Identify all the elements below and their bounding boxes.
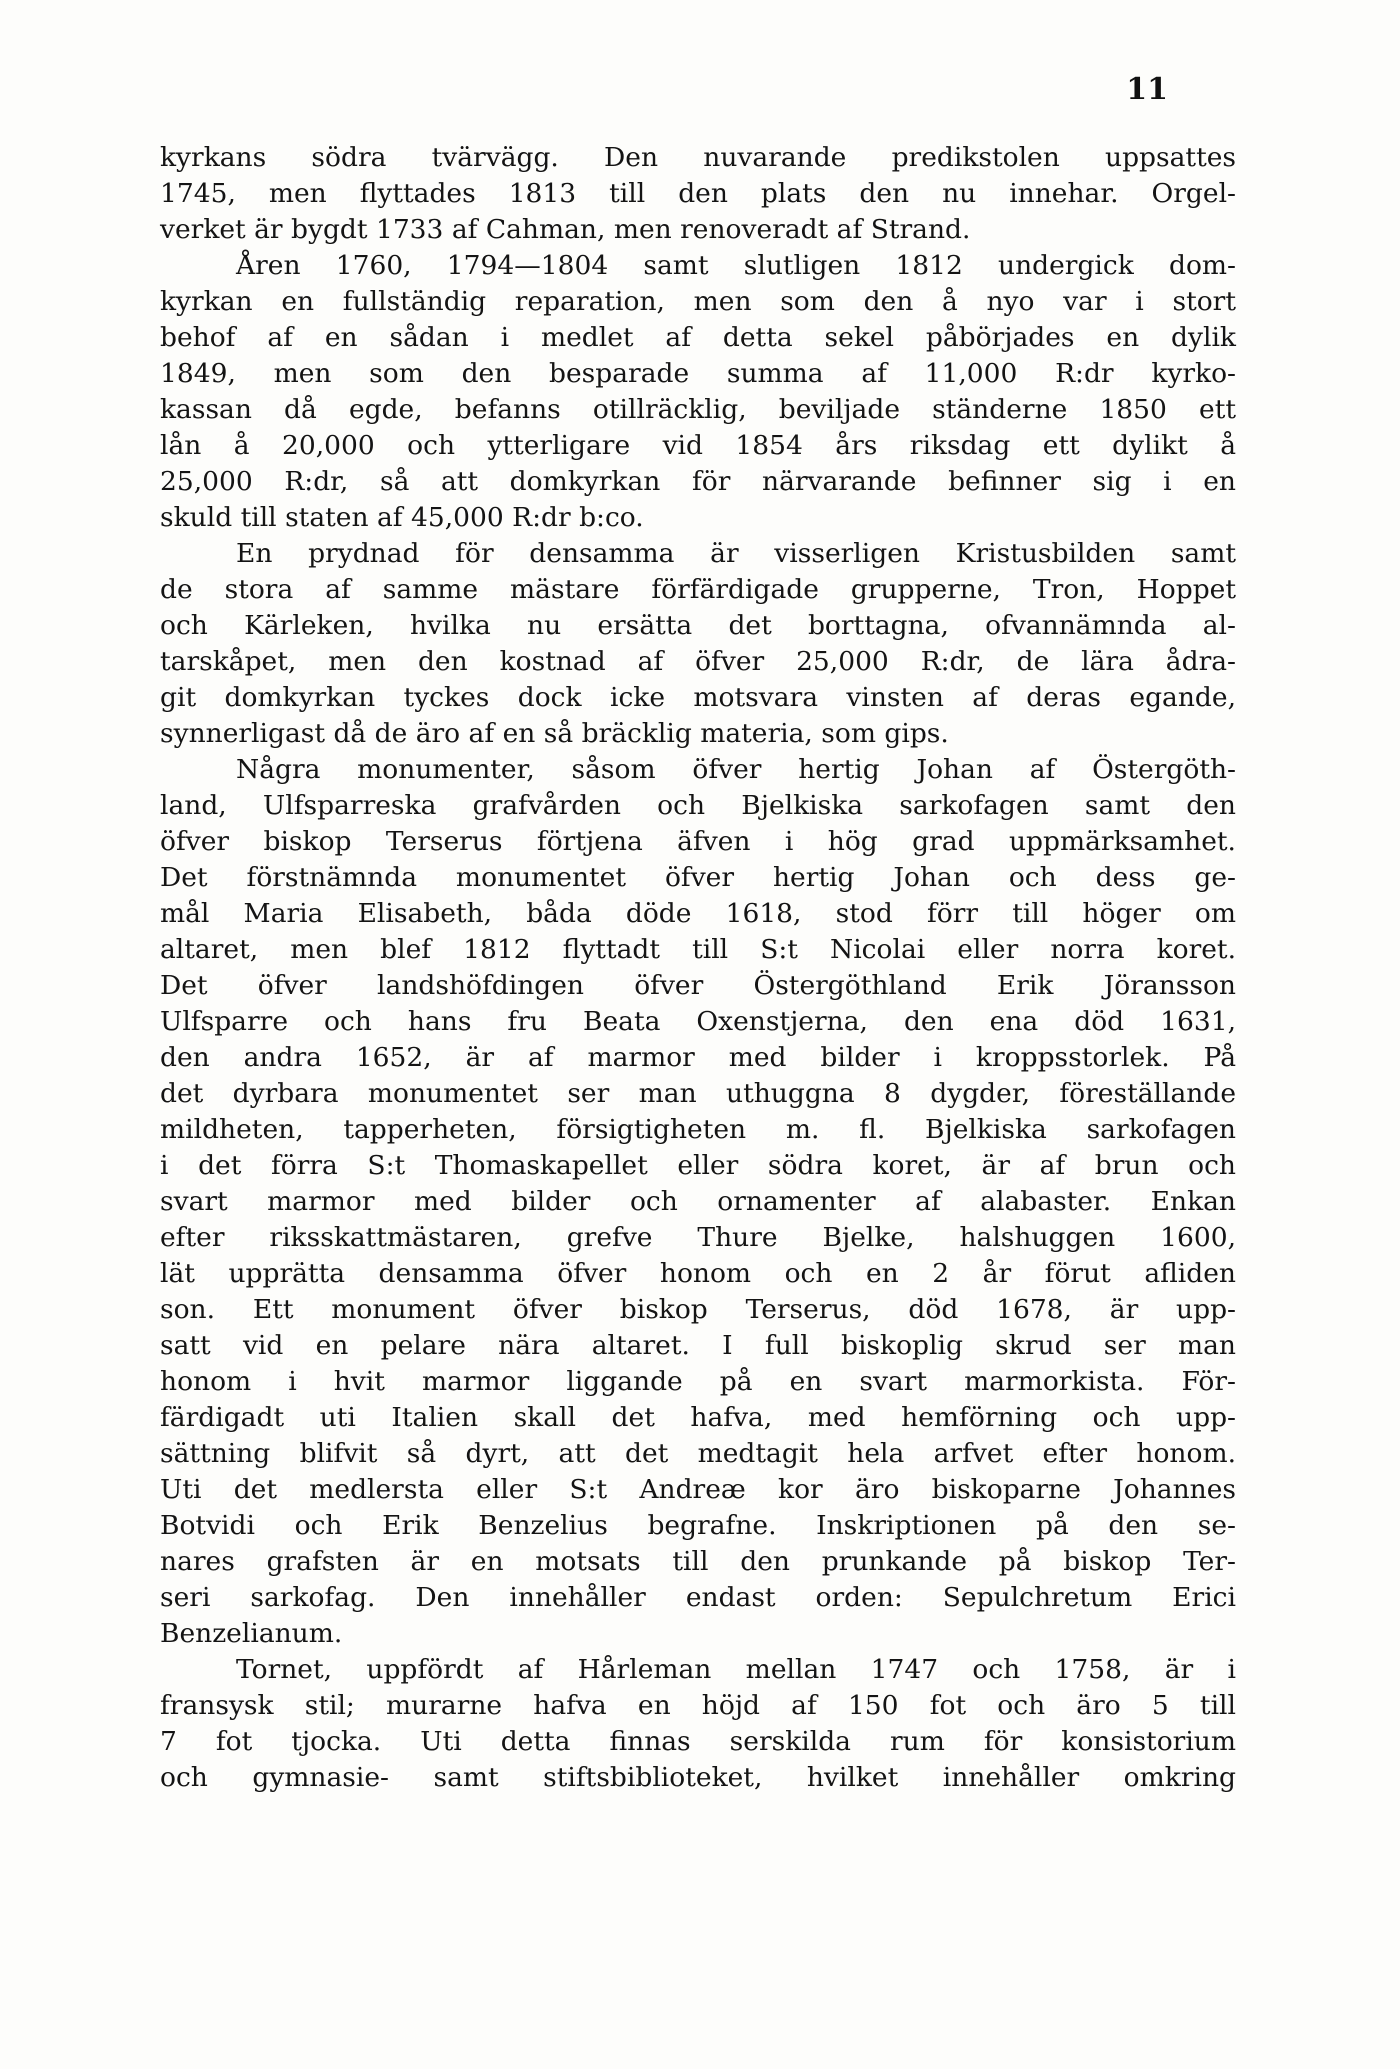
text-line: seri sarkofag. Den innehåller endast orden: Sepulchretum Erici xyxy=(160,1582,1236,1613)
text-line: 7 fot tjocka. Uti detta finnas serskilda rum för konsistorium xyxy=(160,1726,1236,1757)
text-line: kyrkan en fullständig reparation, men som den å nyo var i stort xyxy=(160,286,1236,317)
text-line: Ulfsparre och hans fru Beata Oxenstjerna, den ena död 1631, xyxy=(160,1006,1236,1037)
text-line: den andra 1652, är af marmor med bilder i kroppsstorlek. På xyxy=(160,1042,1236,1073)
text-line: i det förra S:t Thomaskapellet eller södra koret, är af brun och xyxy=(160,1150,1236,1181)
text-line: Uti det medlersta eller S:t Andreæ kor äro biskoparne Johannes xyxy=(160,1474,1236,1505)
text-line: mål Maria Elisabeth, båda döde 1618, stod förr till höger om xyxy=(160,898,1236,929)
text-line: Åren 1760, 1794—1804 samt slutligen 1812 undergick dom- xyxy=(236,250,1236,281)
text-line: verket är bygdt 1733 af Cahman, men renoveradt af Strand. xyxy=(160,214,971,245)
text-line: fransysk stil; murarne hafva en höjd af 150 fot och äro 5 till xyxy=(160,1690,1236,1721)
text-line: lån å 20,000 och ytterligare vid 1854 års riksdag ett dylikt å xyxy=(160,430,1236,461)
text-line: öfver biskop Terserus förtjena äfven i hög grad uppmärksamhet. xyxy=(160,826,1236,857)
text-line: efter riksskattmästaren, grefve Thure Bjelke, halshuggen 1600, xyxy=(160,1222,1236,1253)
page-number: 11 xyxy=(1126,72,1168,107)
text-line: Det förstnämnda monumentet öfver hertig Johan och dess ge- xyxy=(160,862,1236,893)
text-line: 1745, men flyttades 1813 till den plats den nu innehar. Orgel- xyxy=(160,178,1236,209)
text-line: honom i hvit marmor liggande på en svart marmorkista. För- xyxy=(160,1366,1236,1397)
text-line: och gymnasie- samt stiftsbiblioteket, hvilket innehåller omkring xyxy=(160,1762,1236,1793)
text-line: Några monumenter, såsom öfver hertig Johan af Östergöth- xyxy=(236,754,1236,785)
text-line: svart marmor med bilder och ornamenter af alabaster. Enkan xyxy=(160,1186,1236,1217)
text-line: behof af en sådan i medlet af detta sekel påbörjades en dylik xyxy=(160,322,1236,353)
text-line: tarskåpet, men den kostnad af öfver 25,000 R:dr, de lära ådra- xyxy=(160,646,1236,677)
text-line: nares grafsten är en motsats till den prunkande på biskop Ter- xyxy=(160,1546,1236,1577)
text-line: 25,000 R:dr, så att domkyrkan för närvarande befinner sig i en xyxy=(160,466,1236,497)
text-line: synnerligast då de äro af en så bräcklig materia, som gips. xyxy=(160,718,949,749)
text-line: och Kärleken, hvilka nu ersätta det borttagna, ofvannämnda al- xyxy=(160,610,1236,641)
text-line: git domkyrkan tyckes dock icke motsvara vinsten af deras egande, xyxy=(160,682,1236,713)
text-line: mildheten, tapperheten, försigtigheten m. fl. Bjelkiska sarkofagen xyxy=(160,1114,1236,1145)
text-line: Tornet, uppfördt af Hårleman mellan 1747 och 1758, är i xyxy=(236,1654,1236,1685)
text-line: land, Ulfsparreska grafvården och Bjelkiska sarkofagen samt den xyxy=(160,790,1236,821)
text-line: 1849, men som den besparade summa af 11,000 R:dr kyrko- xyxy=(160,358,1236,389)
text-line: färdigadt uti Italien skall det hafva, med hemförning och upp- xyxy=(160,1402,1236,1433)
text-line: det dyrbara monumentet ser man uthuggna 8 dygder, föreställande xyxy=(160,1078,1236,1109)
text-line: lät upprätta densamma öfver honom och en 2 år förut afliden xyxy=(160,1258,1236,1289)
text-line: de stora af samme mästare förfärdigade grupperne, Tron, Hoppet xyxy=(160,574,1236,605)
body-text xyxy=(160,140,1236,1796)
text-line: altaret, men blef 1812 flyttadt till S:t Nicolai eller norra koret. xyxy=(160,934,1236,965)
text-line: kyrkans södra tvärvägg. Den nuvarande predikstolen uppsattes xyxy=(160,142,1236,173)
text-line: Benzelianum. xyxy=(160,1618,343,1649)
text-line: kassan då egde, befanns otillräcklig, beviljade ständerne 1850 ett xyxy=(160,394,1236,425)
text-line: skuld till staten af 45,000 R:dr b:co. xyxy=(160,502,644,533)
text-line: Det öfver landshöfdingen öfver Östergöthland Erik Jöransson xyxy=(160,970,1236,1001)
text-line: En prydnad för densamma är visserligen Kristusbilden samt xyxy=(236,538,1236,569)
text-line: sättning blifvit så dyrt, att det medtagit hela arfvet efter honom. xyxy=(160,1438,1236,1469)
text-line: satt vid en pelare nära altaret. I full biskoplig skrud ser man xyxy=(160,1330,1236,1361)
text-line: Botvidi och Erik Benzelius begrafne. Inskriptionen på den se- xyxy=(160,1510,1236,1541)
text-line: son. Ett monument öfver biskop Terserus, död 1678, är upp- xyxy=(160,1294,1236,1325)
